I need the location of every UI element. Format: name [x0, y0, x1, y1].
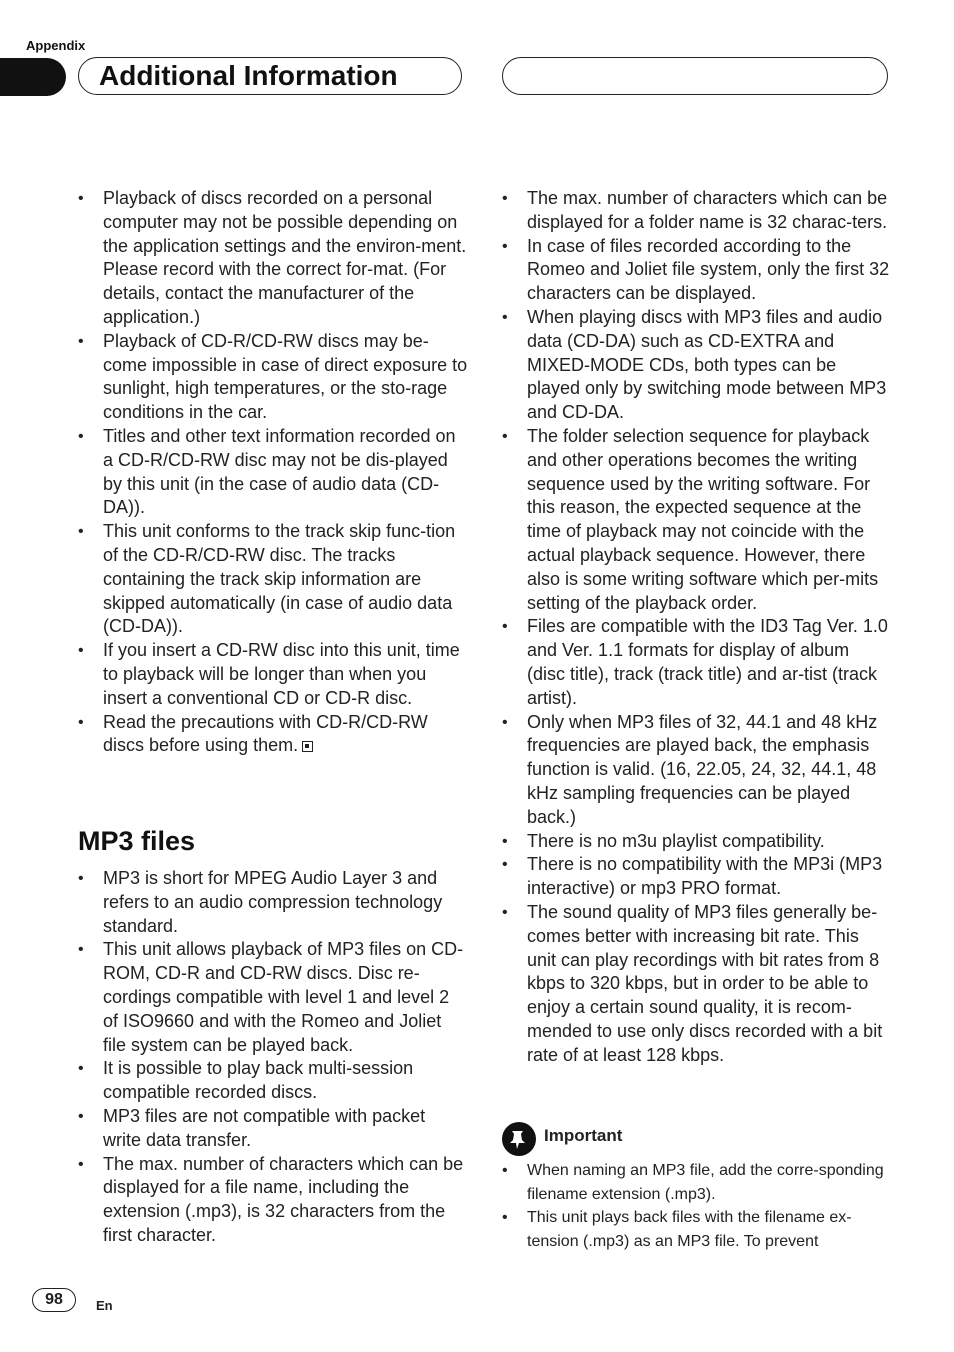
important-pin-icon	[502, 1122, 536, 1156]
mp3-section-body	[78, 867, 468, 1248]
list-item: • MP3 files are not compatible with packet write data transfer.	[78, 1105, 468, 1153]
list-item: • Files are compatible with the ID3 Tag Ver. 1.0 and Ver. 1.1 formats for display of album (disc title), track (track title) and ar-tist (track artist).	[502, 615, 892, 710]
language-code: En	[96, 1298, 113, 1313]
important-bullet-list	[502, 1159, 892, 1253]
important-notes	[502, 1159, 892, 1253]
left-column	[78, 187, 468, 758]
list-item	[78, 711, 468, 759]
list-item: • It is possible to play back multi-session compatible recorded discs.	[78, 1057, 468, 1105]
list-item: • The max. number of characters which can be displayed for a folder name is 32 charac-ters.	[502, 187, 892, 235]
list-item: • If you insert a CD-RW disc into this unit, time to playback will be longer than when you insert a conventional CD or CD-R disc.	[78, 639, 468, 710]
list-item: • When playing discs with MP3 files and audio data (CD-DA) such as CD-EXTRA and MIXED-MODE CDs, both types can be played only by switching mode between MP3 and CD-DA.	[502, 306, 892, 425]
list-item: • The sound quality of MP3 files generally be-comes better with increasing bit rate. This unit can play recordings with bit rates from 8 kbps to 320 kbps, but in order to be able to enjoy a certain sound quality, it is recom-mended to use only discs recorded with a bit rate of at least 128 kbps.	[502, 901, 892, 1068]
list-item: • This unit conforms to the track skip func-tion of the CD-R/CD-RW disc. The tracks containing the track skip information are skipped automatically (in case of audio data (CD-DA)).	[78, 520, 468, 639]
section-tab-marker	[0, 58, 66, 96]
section-title-box	[78, 57, 462, 95]
list-item: • There is no compatibility with the MP3i (MP3 interactive) or mp3 PRO format.	[502, 853, 892, 901]
list-item: • MP3 is short for MPEG Audio Layer 3 and refers to an audio compression technology standard.	[78, 867, 468, 938]
left-bullet-list	[78, 187, 468, 758]
list-item: • This unit plays back files with the filename ex-tension (.mp3) as an MP3 file. To prevent	[502, 1206, 892, 1253]
appendix-label: Appendix	[26, 38, 86, 53]
right-column	[502, 187, 892, 1067]
page-number: 98	[32, 1288, 76, 1312]
important-label: Important	[544, 1126, 623, 1145]
list-item: • The max. number of characters which can be displayed for a file name, including the extension (.mp3), is 32 characters from the first character.	[78, 1153, 468, 1248]
list-item: • Titles and other text information recorded on a CD-R/CD-RW disc may not be dis-played by this unit (in the case of audio data (CD-DA)).	[78, 425, 468, 520]
end-of-section-icon	[302, 741, 313, 752]
list-item: • In case of files recorded according to the Romeo and Joliet file system, only the first 32 characters can be displayed.	[502, 235, 892, 306]
list-item: • This unit allows playback of MP3 files on CD-ROM, CD-R and CD-RW discs. Disc re-cordings compatible with level 1 and level 2 of ISO9660 and with the Romeo and Joliet file system can be played back.	[78, 938, 468, 1057]
mp3-section-heading: MP3 files	[78, 826, 196, 856]
empty-header-box	[502, 57, 888, 95]
list-item: • There is no m3u playlist compatibility.	[502, 830, 892, 854]
section-title: Additional Information	[99, 60, 398, 91]
list-item: • The folder selection sequence for playback and other operations becomes the writing sequence used by the writing software. For this reason, the expected sequence at the time of playback may not coincide with the actual playback sequence. However, there also is some writing software which per-mits setting of the playback order.	[502, 425, 892, 615]
list-item: • Playback of discs recorded on a personal computer may not be possible depending on the application settings and the environ-ment. Please record with the correct for-mat. (For details, contact the manufacturer of the application.)	[78, 187, 468, 330]
list-item: • Only when MP3 files of 32, 44.1 and 48 kHz frequencies are played back, the emphasis function is valid. (16, 22.05, 24, 32, 44.1, 48 kHz sampling frequencies can be played back.)	[502, 711, 892, 830]
list-item: • When naming an MP3 file, add the corre-sponding filename extension (.mp3).	[502, 1159, 892, 1206]
list-item-text: Read the precautions with CD-R/CD-RW discs before using them.	[103, 711, 428, 756]
list-item: • Playback of CD-R/CD-RW discs may be-come impossible in case of direct exposure to sunlight, high temperatures, or the sto-rage conditions in the car.	[78, 330, 468, 425]
right-bullet-list	[502, 187, 892, 1067]
mp3-bullet-list	[78, 867, 468, 1248]
